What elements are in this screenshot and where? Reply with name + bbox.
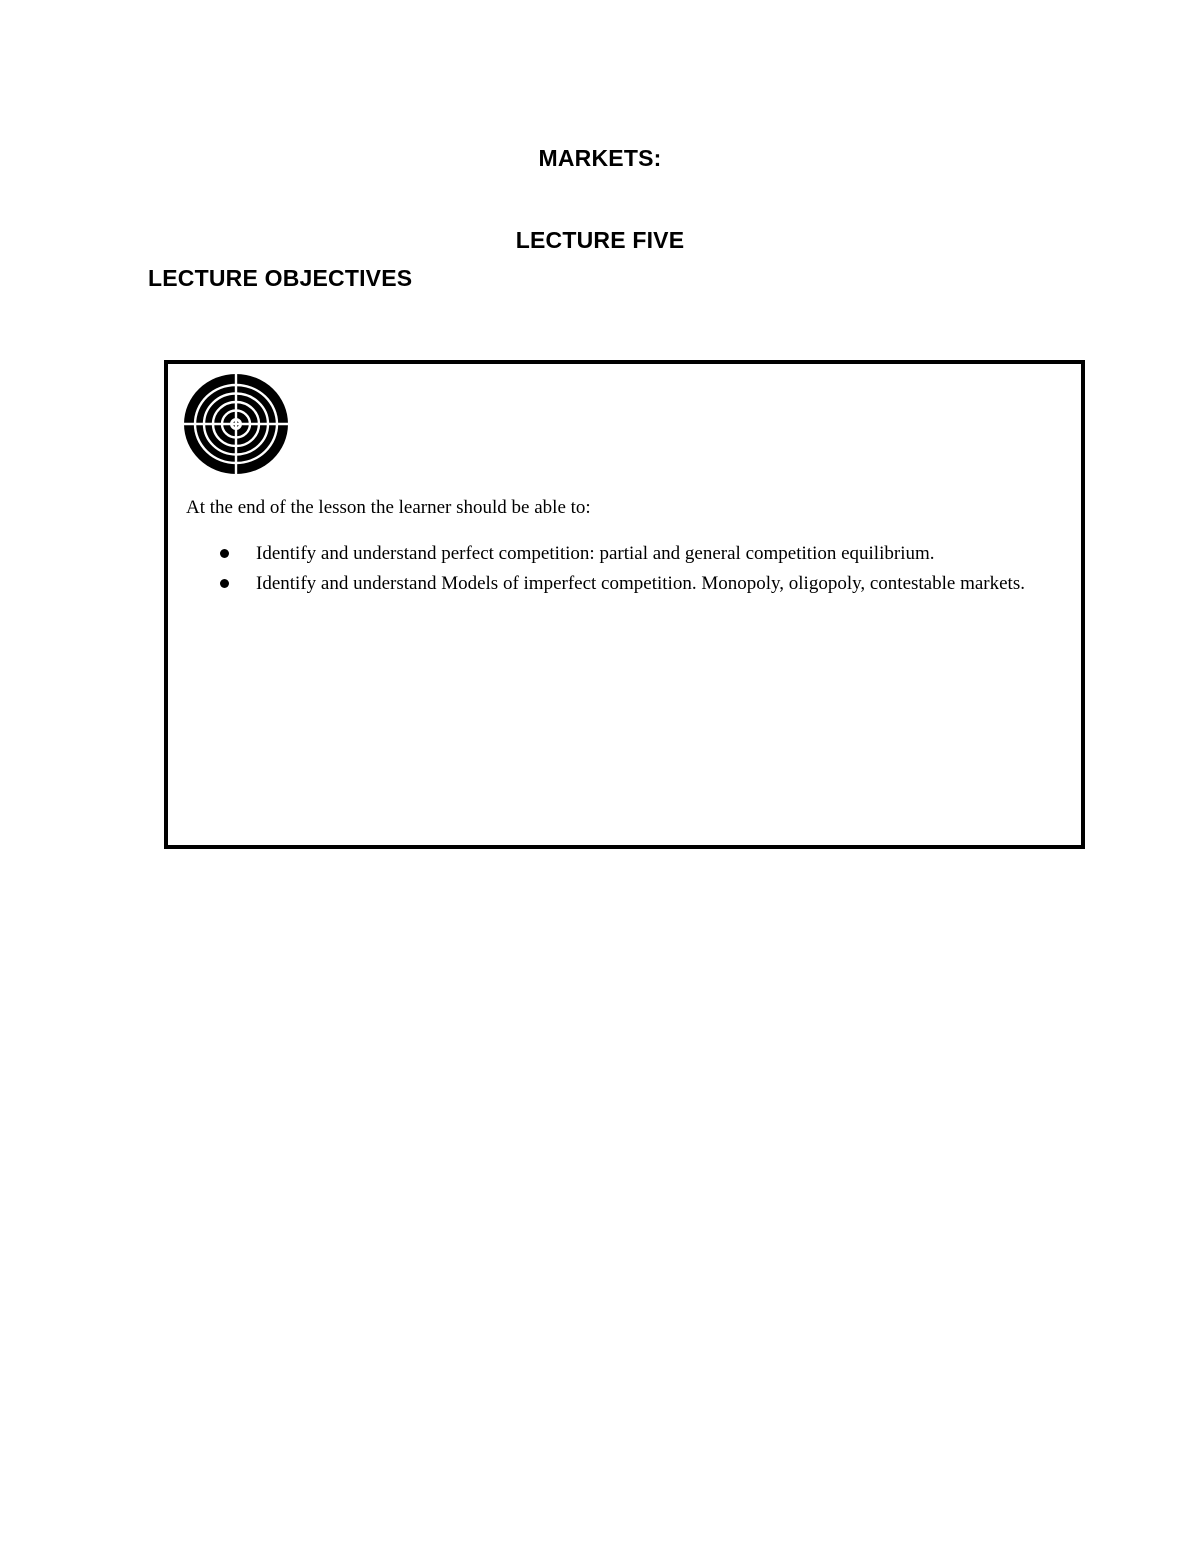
objective-text: Identify and understand Models of imperfect competition. Monopoly, oligopoly, contestable markets.	[256, 573, 1025, 594]
list-item	[168, 571, 1066, 597]
bullet-icon	[220, 549, 229, 558]
objectives-list	[168, 541, 1066, 601]
target-icon	[183, 373, 289, 475]
objective-text: Identify and understand perfect competition: partial and general competition equilibrium.	[256, 543, 935, 564]
section-heading: LECTURE OBJECTIVES	[148, 265, 413, 291]
document-title: MARKETS:	[538, 145, 662, 171]
objectives-box	[164, 360, 1085, 849]
lecture-number: LECTURE FIVE	[515, 227, 685, 253]
bullet-icon	[220, 579, 229, 588]
objectives-intro: At the end of the lesson the learner should be able to:	[186, 497, 591, 518]
list-item	[168, 541, 1066, 567]
